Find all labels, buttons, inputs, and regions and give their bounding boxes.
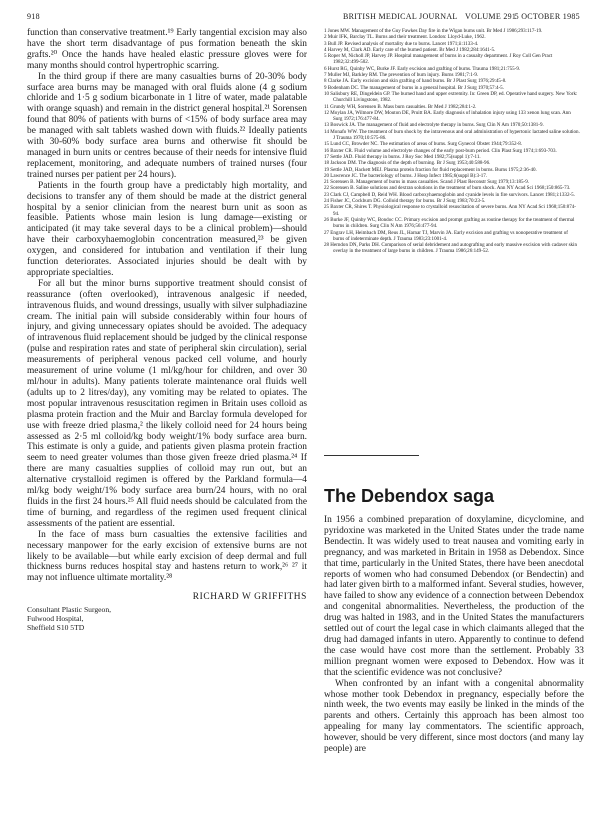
section-divider — [324, 455, 419, 456]
article-body — [324, 515, 584, 825]
article-title: The Debendox saga — [324, 486, 495, 506]
reference-item: 5 Roper M, Nicholl JP, Harvey JP. Hospital management of burns in a casualty department. J Roy Coll Gen Pract 1982;32:499-502. — [324, 53, 553, 66]
reference-item: 19 Settle JAD, Hackett MEJ. Plasma protein fraction for fluid replacement in burns. Burns 1975;2:36-40. — [324, 166, 537, 173]
reference-item: 13 Boswick JA. The management of fluid and electrolyte therapy in burns. Surg Clin N Am 1970;50:1381-9. — [324, 122, 544, 129]
reference-item: 17 Settle JAD. Fluid therapy in burns. J Roy Soc Med 1982;75(suppl 1):7-11. — [324, 153, 481, 160]
reference-item: 1 Jones MW. Management of the Guy Fawkes Day fire in the Wigan burns unit. Br Med J 1986;293:117-19. — [324, 28, 543, 34]
reference-item: 25 Baxter CR, Shires T. Physiological response to crystalloid resuscitation of severe burns. Ann NY Acad Sci 1968;150:874-94. — [324, 204, 576, 217]
reference-item: 2 Muir IFK, Barclay TL. Burns and their treatment. London: Lloyd-Luke, 1962. — [324, 34, 486, 41]
reference-item: 8 Clarke JA. Early excision and skin grafting of hand burns. Br J Plast Surg 1976;29:45-8. — [324, 78, 507, 85]
reference-item: 7 Muller MJ, Barkley RM. The prevention of burn injury. Burns 1981;7:1-9. — [324, 72, 479, 79]
reference-item: 15 Lund CC, Browder NC. The estimation of areas of burns. Surg Gynecol Obstet 1944;79:352-8. — [324, 141, 523, 148]
reference-item: 3 Bull JP. Revised analysis of mortality due to burns. Lancet 1971;ii:1133-4. — [324, 40, 479, 47]
reference-item: 18 Jackson DM. The diagnosis of the depth of burning. Br J Surg 1953;40:588-96. — [324, 160, 491, 167]
reference-item: 6 Hurst RG, Quinby WC, Burke JF. Early excision and grafting of burns. Trauma 1981;21:755-9. — [324, 65, 521, 72]
author-affiliation — [27, 605, 307, 632]
reference-item: 16 Baxter CR. Fluid volume and electrolyte changes of the early post-burn period. Clin Plast Surg 1974;1:693-703. — [324, 147, 557, 154]
reference-item: 14 Monafo WW. The treatment of burn shock by the intravenous and oral administration of hypertonic lactated saline solution. J Trauma 1970;10:575-86. — [324, 128, 580, 142]
left-column — [27, 28, 307, 828]
reference-item: 23 Clark CJ, Campbell D, Reid WH. Blood carboxyhaemoglobin and cyanide levels in fire survivors. Lancet 1981;i:1332-5. — [324, 191, 575, 198]
reference-item: 4 Harvey M, Clark AD. Early care of the burned patient. Br Med J 1982;284:1641-5. — [324, 46, 496, 53]
journal-name: BRITISH MEDICAL JOURNAL — [343, 12, 458, 21]
reference-item: 24 Fisher JC, Cockburn DG. Colloid therapy for burns. Br J Surg 1983;70:23-5. — [324, 198, 486, 205]
reference-item: 26 Burke JF, Quinby WC, Bondoc CC. Primary excision and prompt grafting as routine therapy for the treatment of thermal burns in children. Surg Clin N Am 1976;56:477-94. — [324, 216, 575, 230]
left-paragraph-2: In the third group if there are many casualties burns of 20-30% body surface area burns may be managed with oral fluids alone (4 g sodium chloride and 1·5 g sodium bicarbonate in 1 litre of water, made palatable with orange squash) and remain in the district general hospital.²¹ Sorensen found that 80% of patients with burns of <15% of body surface area may be managed with salt tablets washed down with fluids.²² Ideally patients with 30-60% body surface area burns and otherwise fit should be managed in burn units or centres because of their needs for intensive fluid replacement, monitoring, and adequate numbers of trained nurses (four trained nurses per patient per 24 hours). — [27, 71, 307, 180]
reference-item: 10 Salisbury RE, Dingeldein GP. The burned hand and upper extremity. In: Green DP, ed. Operative hand surgery. New York: Churchill Livingstone, 1982. — [324, 90, 578, 104]
affiliation-line: Sheffield S10 5TD — [27, 623, 85, 633]
page-number: 918 — [27, 12, 40, 21]
issue-date: 5 OCTOBER 1985 — [514, 12, 580, 21]
article-paragraph-1: In 1956 a combined preparation of doxylamine, dicyclomine, and pyridoxine was marketed in the United States under the trade name Bendectin. It was widely used to treat nausea and vomiting early in pregnancy, and was marketed in Britain in 1958 as Debendox. Since that time, particularly in the United States, there have been anecdotal reports of women who had consumed Debendox (or Bendectin) and had later given birth to a malformed infant. Several studies, however, have failed to show any evidence of a connection between Debendox and congenital abnormalities. Nevertheless, the production of the drug was halted in 1983, and in the United States the manufacturers settled out of court the legal case in which claimants alleged that the drug had damaged infants in utero. Apparently to continue to defend the case would have cost more than the settlement. Probably 33 million pregnant women were exposed to Debendox. How was it that the scientific evidence was not conclusive? — [324, 515, 584, 678]
running-header — [27, 12, 580, 24]
affiliation-line: Consultant Plastic Surgeon, — [27, 605, 112, 615]
reference-item: 20 Lawrence JC. The bacteriology of burns. J Hosp Infect 1985;6(suppl B):3-17. — [324, 172, 488, 179]
left-paragraph-5: In the face of mass burn casualties the extensive facilities and necessary manpower for the early excision of extensive burns are not likely to be available—but while early excision of deep dermal and full thickness burns reduces hospital stay and hastens return to work,²⁶ ²⁷ it may not influence ultimate mortality.²⁸ — [27, 529, 307, 584]
reference-item: 12 Moylan JA, Wilmore DW, Mouton DE, Pruitt BA. Early diagnosis of inhalation injury using 133 xenon lung scan. Ann Surg 1972;176:477-84. — [324, 109, 571, 123]
reference-item: 9 Bodenham DC. The management of burns in a general hospital. Br J Surg 1970;57:4-5. — [324, 84, 504, 91]
reference-list — [324, 28, 580, 468]
left-paragraph-4: For all but the minor burns supportive treatment should consist of reassurance (often overlooked), intravenous analgesic if needed, intravenous fluids, and wound dressings, usually with silver sulphadiazine cream. The initial pain will subside considerably within four hours of injury, and giving unnecessary opiates should be avoided. The adequacy of intravenous fluid replacement should be judged by the clinical response (pulse and respiration rates and state of peripheral skin circulation), serial measurements of peripheral venous packed cell volume, and hourly measurement of urine volume (1 ml/kg/hour for children, and over 30 ml/hour in adults). Many patients tolerate maintenance oral fluids well (adults up to 2 litres/day), any vomiting may be related to opiates. The most popular intravenous resuscitation regimen in Britain uses colloid as plasma protein fraction and the Muir and Barclay formula developed for use with freeze dried plasma,² the likely colloid need for 24 hours being assessed as 2·5 ml colloid/kg body weight/1% body surface area burn. This estimate is only a guide, and patients given plasma protein fraction seem to need greater volumes than those given freeze dried plasma.²⁴ If there are many casualties supplies of colloid may run out, but an alternative crystalloid regimen is offered by the Parkland formula—4 ml/kg body weight/1% body surface area burn/24 hours, with no oral fluids in the first 24 hours.²⁵ All fluid needs should be calculated from the time of burning, and regardless of the regimen used frequent clinical assessments of the patient are essential. — [27, 278, 307, 529]
affiliation-line: Fulwood Hospital, — [27, 614, 84, 624]
reference-item: 27 Engrav LH, Heimbach DM, Reus JL, Harnar TJ, Marvin JA. Early excision and grafting vs nonoperative treatment of burns of indeterminate depth. J Trauma 1983;23:1001-4. — [324, 229, 568, 242]
volume-label: VOLUME 291 — [465, 12, 517, 21]
left-paragraph-1: function than conservative treatment.¹⁹ Early tangential excision may also have the short term disadvantage of pus formation beneath the skin grafts.²⁰ Once the hands have healed elastic pressure gloves were for many months should control hypertrophic scarring. — [27, 28, 307, 71]
left-paragraph-3: Patients in the fourth group have a predictably high mortality, and decisions to transfer any of them should be made at the district general hospital by a senior clinician from the nearest burn unit as soon as feasible. Patients whose main lesion is lung damage—existing or anticipated (it may take several days to be a clinical problem)—should have their carboxyhaemoglobin concentration measured,²³ be given oxygen, and considered for intubation and ventilation if their lung function deteriorates. Associated injuries should be dealt with by appropriate specialties. — [27, 180, 307, 278]
reference-item: 28 Herndon DN, Parks DH. Comparison of serial debridement and autografting and early massive excision with cadaver skin overlay in the treatment of large burns in children. J Trauma 1986;26:149-52. — [324, 242, 577, 255]
reference-item: 21 Sorensen B. Management of burns in mass casualties. Scand J Plast Reconstr Surg 1979;13:185-9. — [324, 179, 529, 186]
article-paragraph-2: When confronted by an infant with a congenital abnormality whose mother took Debendox in pregnancy, especially before the ninth week, the two events may easily be linked in the minds of the parents and others. Certainly this approach has been almost too appealing for many lay commentators. The scientific approach, however, should be very different, since most doctors (and many lay people) are — [324, 678, 584, 755]
reference-item: 11 Grundy WH, Sorensen B. Mass burn casualties. Br Med J 1982;284:1-2. — [324, 103, 477, 110]
reference-item: 22 Sorensen B. Saline solutions and dextran solutions in the treatment of burn shock. Ann NY Acad Sci 1968;150:865-73. — [324, 185, 571, 192]
author-signature: RICHARD W GRIFFITHS — [192, 592, 307, 603]
